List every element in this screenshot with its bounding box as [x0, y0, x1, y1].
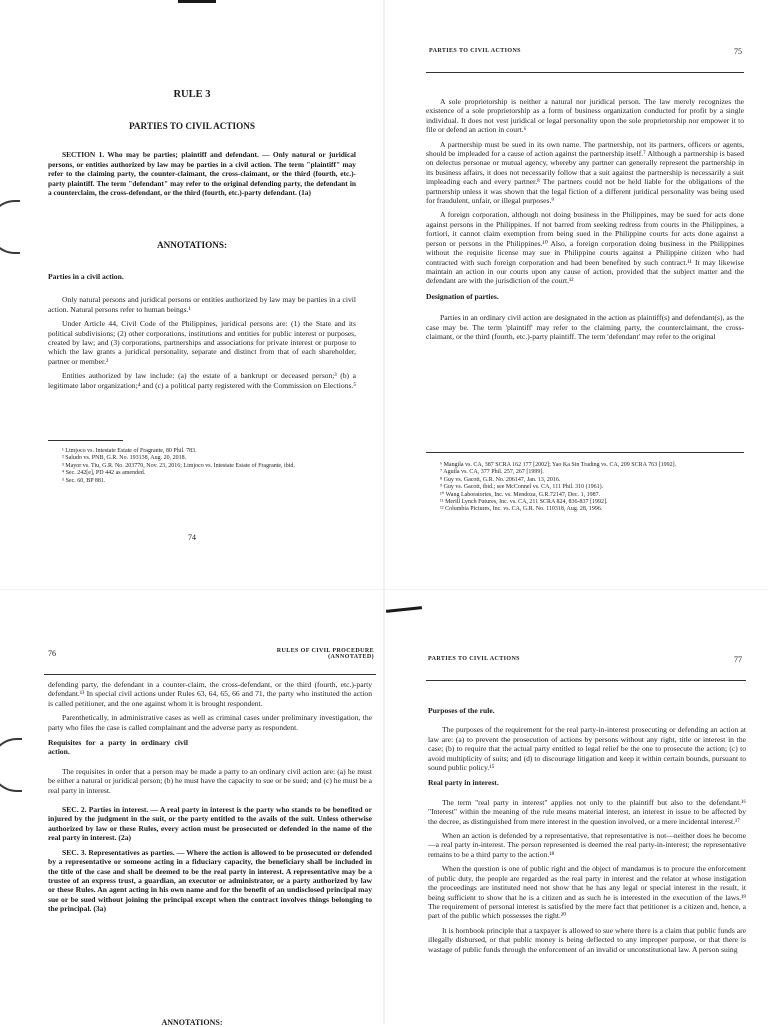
page-76-body	[48, 680, 372, 919]
paragraph: The purposes of the requirement for the real party-in-interest prosecuting or defending an action at law are: (a) to prevent the prosecution of actions by persons without any right, title or interest in the case; (b) to require that the actual party entitled to legal relief be the one to prosecute the action; (c) to avoid multiplicity of suits; and (d) to discourage litigation and keep it within certain bounds, pursuant to sound public policy.¹⁵	[428, 725, 746, 773]
header-rule	[44, 674, 376, 675]
footnote: ⁵ Sec. 60, BP 881.	[62, 477, 106, 484]
section-3: SEC. 3. Representatives as parties. — Where the action is allowed to be prosecuted or defended by a representative or someone acting in a fiduciary capacity, the beneficiary shall be included in the title of the case and shall be deemed to be the real party in interest. A representative may be a trustee of an express trust, a guardian, an executor or administrator, or a party authorized by law or these Rules. An agent acting in his own name and for the benefit of an undisclosed principal may sue or be sued without joining the principal except when the contract involves things belonging to the principal. (3a)	[48, 847, 372, 914]
page-number: 74	[188, 533, 196, 542]
paragraph: The term "real party in interest" applies not only to the plaintiff but also to the defendant.¹⁶ "Interest" within the meaning of the rule means material interest, an interest in issue to be affected by the decree, as distinguished from mere interest in the question involved, or a mere incidental interest.¹⁷	[428, 797, 746, 826]
footnote: ¹² Columbia Pictures, Inc. vs. CA, G.R. No. 110318, Aug. 28, 1996.	[440, 506, 603, 513]
paragraph: It is hornbook principle that a taxpayer is allowed to sue where there is a claim that public funds are illegally disbursed, or that public money is being deflected to any improper purpose, or that there is wastage of public funds through the enforcement of an invalid or unconstitutional law. A person suing	[428, 925, 746, 954]
footnotes	[426, 462, 744, 514]
page-curl	[0, 200, 20, 254]
page-75-body	[426, 97, 744, 346]
spread-separator	[0, 589, 768, 590]
scan-artifact	[178, 0, 216, 3]
page-number: 76	[48, 649, 56, 658]
footnote: ² Saludo vs. PNB, G.R. No. 193138, Aug. 20, 2018.	[62, 455, 187, 462]
annotations-heading: ANNOTATIONS:	[161, 1018, 223, 1027]
paragraph: A partnership must be sued in its own name. The partnership, not its partners, officers or agents, should be impleaded for a cause of action against the partnership itself.⁷ Although a partnership is based on delectus personae or mutual agency, whereby any partner can generally represent the partnership in its business affairs, it does not necessarily follow that a suit against the partnership is necessarily a suit impleading each and every partner.⁸ The partners could not be held liable for the obligations of the partnership unless it was shown that the legal fiction of a different juridical personality was being used for fraudulent, unfair, or illegal purposes.⁹	[426, 139, 744, 206]
footnote: ⁷ Aguila vs. CA, 377 Phil. 257, 267 [1999].	[440, 469, 544, 476]
page-curl	[0, 738, 22, 792]
header-rule	[426, 680, 746, 681]
paragraph: Only natural persons and juridical persons or entities authorized by law may be parties in a civil action. Natural persons refer to human beings.¹	[48, 295, 356, 314]
page-77	[384, 590, 768, 1024]
running-head-line: (ANNOTATED)	[328, 654, 374, 660]
footnote: ¹¹ Merill Lynch Futures, Inc. vs. CA, 211 SCRA 824, 836-837 [1992].	[440, 499, 608, 506]
running-head-line: RULES OF CIVIL PROCEDURE	[276, 648, 374, 654]
section-1: SECTION 1. Who may be parties; plaintiff and defendant. — Only natural or juridical persons, or entities authorized by law may be parties in a civil action. The term "plaintiff" may refer to the claiming party, the counter-claimant, the cross-claimant, or the third (fourth, etc.)-party plaintiff. The term "defendant" may refer to the original defending party, the defendant in a counterclaim, the cross-defendant, or the third (fourth, etc.)-party defendant. (1a)	[48, 150, 356, 198]
paragraph: The requisites in order that a person may be made a party to an ordinary civil action are: (a) he must be either a natural or juridical person; (b) he must have the capacity to sue or be sued; and (c) he must be a real party in interest.	[48, 766, 372, 795]
page-74	[0, 0, 384, 590]
footnote: ¹ Limjoco vs. Intestate Estate of Fragrante, 80 Phil. 783.	[62, 448, 197, 454]
subhead-requisites: Requisites for a party in ordinary civil action.	[48, 738, 188, 757]
page-76	[0, 590, 384, 1027]
footnote: ⁶ Mangila vs. CA, 387 SCRA 162 177 [2002]; Yao Ka Sin Trading vs. CA, 209 SCRA 763 [1992].	[440, 462, 677, 468]
paragraph: When an action is defended by a representative, that representative is not—neither does he become—a real party in-interest. The person represented is deemed the real party-in-interest; the representative remains to be a third party to the action.¹⁸	[428, 831, 746, 859]
page-number: 77	[734, 655, 742, 664]
footnote-rule	[48, 440, 123, 441]
paragraph: defending party, the defendant in a counter-claim, the cross-defendant, or the third (fourth, etc.)-party defendant.¹³ In special civil actions under Rules 63, 64, 65, 66 and 71, the party who instituted the action is called petitioner, and the one against whom it is brought respondent.	[48, 680, 372, 708]
rule-number: RULE 3	[173, 89, 211, 100]
running-head	[250, 648, 374, 660]
footnote: ⁸ Guy vs. Gacott, G.R. No. 206147, Jan. 13, 2016.	[440, 476, 561, 483]
subhead-designation: Designation of parties.	[426, 291, 499, 301]
paragraph: A sole proprietorship is neither a natural nor juridical person. The law merely recognizes the existence of a sole proprietorship as a form of business organization conducted for profit by a single individual. It does not vest juridical or legal personality upon the sole proprietorship nor empower it to file or defend an action in court.⁶	[426, 97, 744, 135]
annotations-heading: ANNOTATIONS:	[156, 240, 228, 250]
paragraph: Entities authorized by law include: (a) the estate of a bankrupt or deceased person;³ (b) a legitimate labor organization;⁴ and (c) a political party registered with the Commission on Elections.⁵	[48, 371, 356, 390]
page-75	[384, 0, 768, 590]
subhead-parties: Parties in a civil action.	[48, 272, 124, 281]
section-2: SEC. 2. Parties in interest. — A real party in interest is the party who stands to be benefited or injured by the judgment in the suit, or the party entitled to the avails of the suit. Unless otherwise authorized by law or these Rules, every action must be prosecuted or defended in the name of the real party in interest. (2a)	[48, 805, 372, 843]
paragraph: Parties in an ordinary civil action are designated in the action as plaintiff(s) and defendant(s), as the case may be. The term 'plaintiff' may refer to the claiming party, the counterclaimant, the cross-claimant, or the third (fourth, etc.)-party plaintiff. The term 'defendant' may refer to the original	[426, 313, 744, 341]
running-head: PARTIES TO CIVIL ACTIONS	[429, 48, 521, 54]
subhead-real-party: Real party in interest.	[428, 778, 499, 788]
subhead-purposes: Purposes of the rule.	[428, 706, 495, 715]
header-rule	[426, 72, 744, 73]
footnote-rule	[426, 452, 744, 453]
footnotes	[48, 448, 356, 485]
running-head: PARTIES TO CIVIL ACTIONS	[428, 656, 520, 662]
footnote: ¹⁰ Wang Laboratories, Inc. vs. Mendoza, G.R.72147, Dec. 1, 1987.	[440, 491, 601, 498]
paragraph: Under Article 44, Civil Code of the Philippines, juridical persons are: (1) the State and its political subdivisions; (2) other corporations, institutions and entities for public interest or purposes, created by law; and (3) corporations, partnerships and associations for private interest or purpose to which the law grants a juridical personality, separate and distinct from that of each shareholder, partner or member.²	[48, 319, 356, 366]
footnote: ³ Mayor vs. Tiu, G.R. No. 203770, Nov. 23, 2016; Limjoco vs. Intestate Estate of Fragrante, ibid.	[62, 462, 295, 469]
scan-artifact	[386, 606, 422, 613]
page-77-body	[428, 700, 746, 959]
paragraph: When the question is one of public right and the object of mandamus is to procure the enforcement of public duty, the people are regarded as the real party in interest and the relator at whose instigation the proceedings are instituted need not show that he has any legal or special interest in the result, it being sufficient to show that he is a citizen and as such he is interested in the execution of the laws.¹⁹ The requirement of personal interest is satisfied by the mere fact that petitioner is a citizen and, hence, a part of the public which possesses the right.²⁰	[428, 864, 746, 921]
paragraph: Parenthetically, in administrative cases as well as criminal cases under preliminary investigation, the party who files the case is called complainant and the adverse party as respondent.	[48, 713, 372, 732]
center-gutter	[383, 0, 385, 1024]
page-number: 75	[734, 47, 742, 56]
footnote: ⁹ Guy vs. Gacott, ibid.; see McConnel vs. CA, 111 Phil. 310 (1961).	[440, 484, 604, 491]
paragraph: A foreign corporation, although not doing business in the Philippines, may be sued for acts done against persons in the Philippines. If not barred from seeking redress from courts in the Philippines, a fortiori, it cannot claim exemption from being sued in the Philippine courts for acts done against a person or persons in the Philippines.¹⁰ Also, a foreign corporation doing business in the Philippines without the requisite license may sue in Philippine courts against a Philippine citizen who had contracted with such foreign corporation and had been benefited by such contract.¹¹ It may likewise maintain an action in our courts upon any cause of action, provided that the subject matter and the defendant are with the jurisdiction of the court.¹²	[426, 210, 744, 286]
page-74-body	[48, 266, 356, 395]
rule-title: PARTIES TO CIVIL ACTIONS	[128, 121, 256, 131]
footnote: ⁴ Sec. 242[e], PD 442 as amended.	[62, 470, 146, 477]
